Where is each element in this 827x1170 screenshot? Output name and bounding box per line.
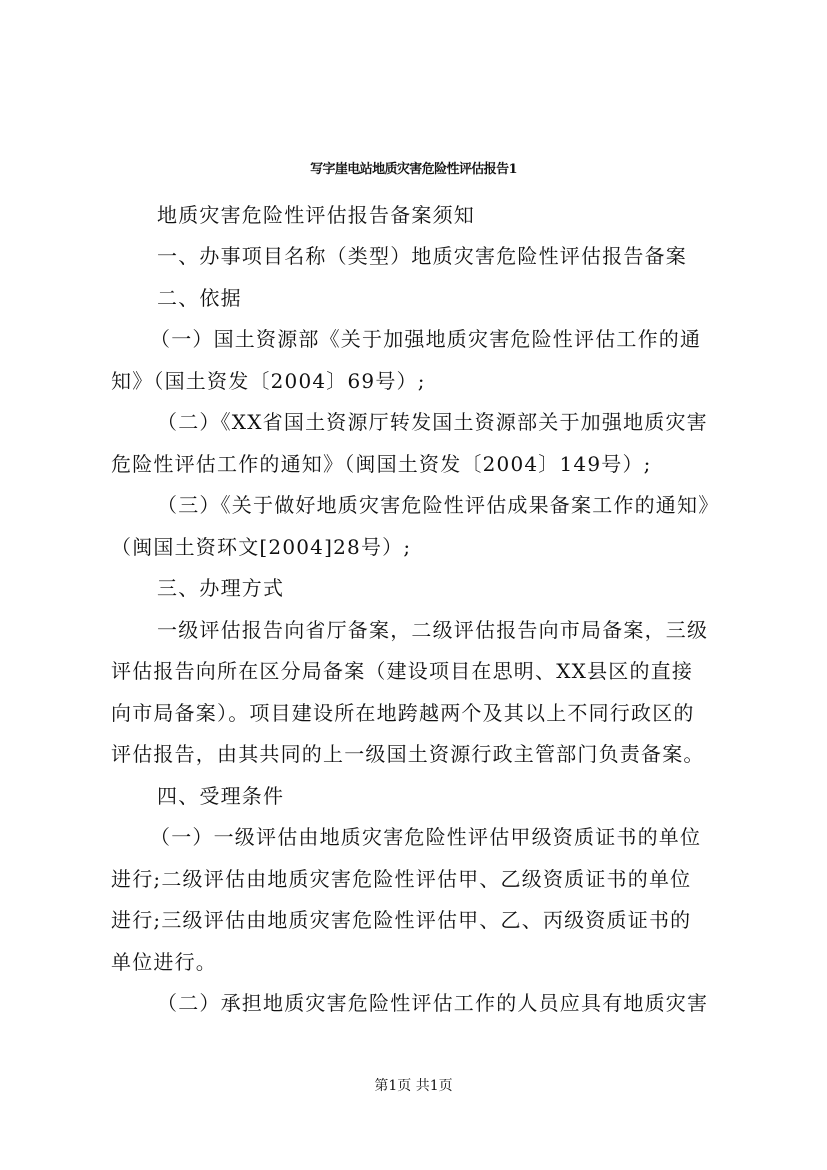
paragraph-line: （一）一级评估由地质灾害危险性评估甲级资质证书的单位	[150, 825, 702, 849]
paragraph-line: （三）《关于做好地质灾害危险性评估成果备案工作的通知》	[157, 493, 720, 517]
paragraph-line: 向市局备案）。项目建设所在地跨越两个及其以上不同行政区的	[111, 701, 695, 725]
document-title: 写字崖电站地质灾害危险性评估报告1	[310, 162, 517, 177]
paragraph-line: 知》（国土资发〔2004〕69号）;	[111, 369, 426, 393]
paragraph-line: 评估报告，由其共同的上一级国土资源行政主管部门负责备案。	[111, 742, 705, 766]
paragraph-line: 一、办事项目名称（类型）地质灾害危险性评估报告备案	[157, 244, 687, 268]
paragraph-line: 进行;二级评估由地质灾害危险性评估甲、乙级资质证书的单位	[111, 867, 692, 891]
paragraph-line: 单位进行。	[111, 950, 217, 974]
paragraph-line: 地质灾害危险性评估报告备案须知	[157, 203, 475, 227]
paragraph-line: （闽国土资环文[2004]28号）;	[111, 535, 412, 559]
paragraph-line: （二）《XX省国土资源厅转发国土资源部关于加强地质灾害	[157, 410, 708, 434]
page-footer: 第1页 共1页	[374, 1078, 453, 1094]
paragraph-line: 进行;三级评估由地质灾害危险性评估甲、乙、丙级资质证书的	[111, 908, 692, 932]
paragraph-line: 三、办理方式	[157, 576, 285, 600]
paragraph-line: 评估报告向所在区分局备案（建设项目在思明、XX县区的直接	[111, 659, 694, 683]
paragraph-line: 四、受理条件	[157, 784, 285, 808]
paragraph-line: 危险性评估工作的通知》（闽国土资发〔2004〕149号）;	[111, 452, 652, 476]
paragraph-line: 二、依据	[157, 286, 242, 310]
paragraph-line: （二）承担地质灾害危险性评估工作的人员应具有地质灾害	[157, 991, 709, 1015]
paragraph-line: 一级评估报告向省厅备案，二级评估报告向市局备案，三级	[157, 618, 709, 642]
paragraph-line: （一）国土资源部《关于加强地质灾害危险性评估工作的通	[150, 327, 702, 351]
